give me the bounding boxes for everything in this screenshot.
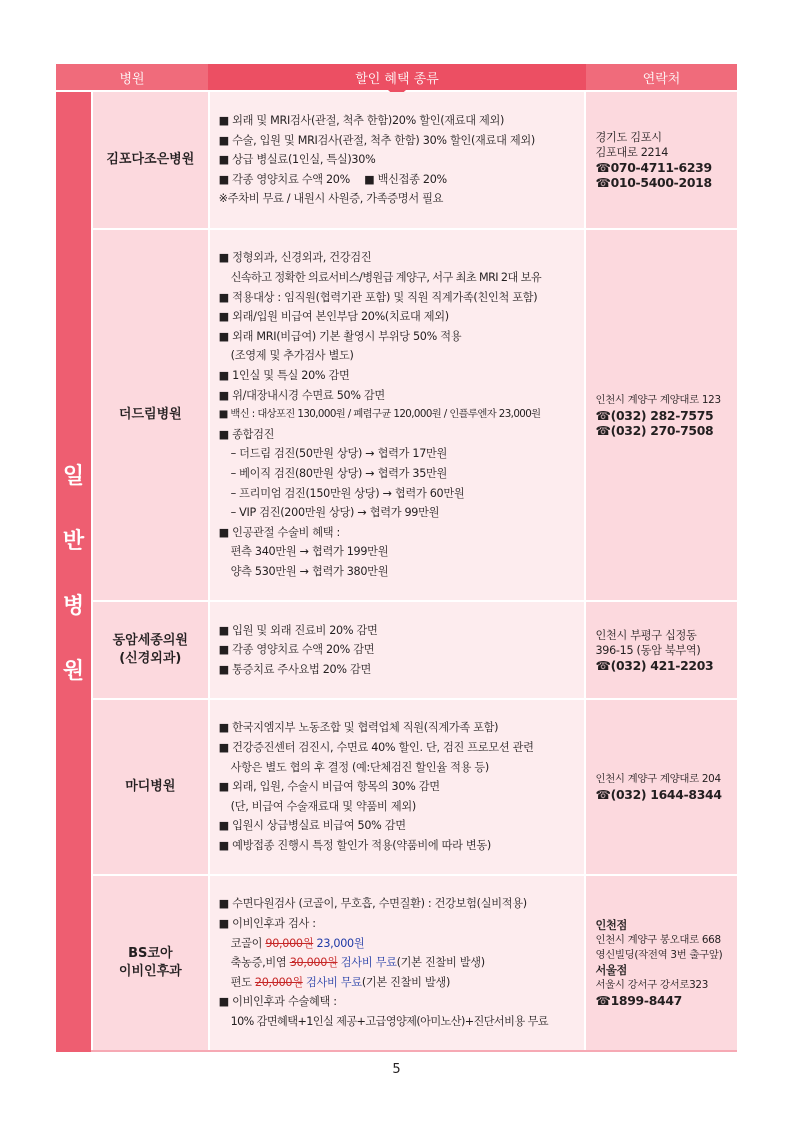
new-price: 23,000원 (313, 936, 365, 950)
benefit-line: ■ 건강증진센터 검진시, 수면료 40% 할인. 단, 검진 프로모션 관련 (218, 741, 534, 755)
benefit-item: 축농증,비염 (230, 956, 290, 970)
benefit-line: ■ 외래, 입원, 수술시 비급여 항목의 30% 감면 (218, 780, 440, 794)
hospital-name (93, 700, 208, 874)
table-row (91, 230, 737, 602)
benefit-line: ■ 각종 영양치료 수액 20% 감면 (218, 643, 375, 657)
contact-cell (586, 92, 737, 228)
benefit-line: ■ 1인실 및 특실 20% 감면 (218, 369, 350, 383)
address-line: 인천시 계양구 봉오대로 668 (595, 934, 721, 946)
contact-cell (586, 876, 737, 1050)
benefit-line: ■ 종합검진 (218, 427, 275, 441)
hospital-name-line: 이비인후과 (118, 964, 182, 979)
benefit-line: ■ 적용대상 : 임직원(협력기관 포함) 및 직원 직계가족(친인척 포함) (218, 290, 538, 304)
category-char: 원 (62, 659, 85, 684)
benefit-line: ■ 수술, 입원 및 MRI검사(관절, 척추 한함) 30% 할인(재료대 제외) (218, 133, 535, 147)
benefit-line: ■ 외래 MRI(비급여) 기본 촬영시 부위당 50% 적용 (218, 329, 462, 343)
benefit-line: ■ 상급 병실료(1인실, 특실)30% (218, 153, 376, 167)
address-line: 김포대로 2214 (595, 146, 669, 159)
benefit-line: ■ 예방접종 진행시 특정 할인가 적용(약품비에 따라 변동) (218, 838, 491, 852)
contact-cell (586, 602, 737, 698)
header-hospital: 병원 (56, 64, 208, 90)
page-number: 5 (392, 1062, 401, 1077)
benefit-line: 신속하고 정확한 의료서비스/병원급 계양구, 서구 최초 MRI 2대 보유 (230, 271, 542, 285)
address-line: 서울시 강서구 강서로323 (595, 979, 709, 991)
benefit-line (219, 953, 585, 973)
table-row (91, 876, 737, 1052)
benefit-line: ■ 입원 및 외래 진료비 20% 감면 (218, 623, 378, 637)
category-char: 일 (62, 464, 85, 489)
benefit-line: (단, 비급여 수술재료대 및 약품비 제외) (230, 799, 416, 813)
phone-number[interactable]: ☎010-5400-2018 (595, 175, 712, 190)
benefit-line: 양측 530만원 → 협력가 380만원 (230, 564, 389, 578)
benefit-line: – 프리미엄 검진(150만원 상당) → 협력가 60만원 (230, 486, 465, 500)
table-row (91, 602, 737, 700)
phone-number[interactable]: ☎(032) 282-7575 (595, 407, 714, 423)
hospital-name-line: (신경외과) (119, 651, 182, 666)
benefit-line: 10% 감면혜택+1인실 제공+고급영양제(아미노산)+진단서비용 무료 (230, 1014, 548, 1028)
benefit-line: – 베이직 검진(80만원 상당) → 협력가 35만원 (230, 466, 448, 480)
benefit-line: ■ 한국지엠지부 노동조합 및 협력업체 직원(직계가족 포함) (218, 721, 499, 735)
category-char: 반 (62, 529, 85, 554)
header-benefit (208, 64, 586, 90)
address-line: 인천시 계양구 계양대로 123 (595, 393, 721, 406)
benefit-line: ■ 이비인후과 검사 : (218, 917, 316, 931)
benefit-list (210, 876, 585, 1050)
benefit-line: – VIP 검진(200만원 상당) → 협력가 99만원 (230, 506, 440, 520)
benefit-line: (조영제 및 추가검사 별도) (230, 349, 354, 363)
hospital-name (93, 602, 208, 698)
benefit-line (219, 934, 585, 954)
table-header (56, 64, 737, 90)
table-row (91, 92, 737, 230)
category-char: 병 (62, 594, 85, 619)
benefit-item: 편도 (230, 975, 255, 989)
hospital-name (93, 876, 208, 1050)
category-label (56, 92, 91, 1052)
address-line: 396-15 (동암 북부역) (595, 643, 701, 657)
phone-number[interactable]: ☎(032) 1644-8344 (595, 787, 722, 802)
benefit-line: ■ 각종 영양치료 수액 20% ■ 백신접종 20% (218, 172, 447, 186)
benefit-line: ■ 인공관절 수술비 혜택 : (218, 525, 340, 539)
phone-number[interactable]: ☎1899-8447 (595, 993, 683, 1008)
hospital-name-line: 더드림병원 (118, 407, 182, 422)
address-line: 인천시 부평구 십정동 (595, 628, 697, 642)
old-price: 20,000원 (254, 975, 303, 989)
hospital-name (93, 92, 208, 228)
hospital-name-line: 김포다조은병원 (106, 152, 195, 167)
address-line: 영신빌딩(작전역 3번 출구앞) (595, 949, 723, 961)
benefit-line: ■ 수면다원검사 (코골이, 무호흡, 수면질환) : 건강보험(실비적용) (218, 897, 527, 911)
benefit-line: ※주차비 무료 / 내원시 사원증, 가족증명서 필요 (218, 192, 444, 206)
old-price: 90,000원 (265, 936, 314, 950)
table-row (91, 700, 737, 876)
benefit-line: 편측 340만원 → 협력가 199만원 (230, 545, 389, 559)
benefit-note: (기본 진찰비 발생) (396, 956, 485, 970)
benefit-list (210, 700, 585, 874)
header-benefit-label: 할인 혜택 종류 (355, 71, 439, 87)
hospital-name (93, 230, 208, 600)
phone-number[interactable]: ☎(032) 270-7508 (595, 422, 714, 438)
hospital-name-line: 동암세종의원 (112, 633, 188, 648)
hospital-name-line: 마디병원 (125, 779, 176, 794)
benefit-list (210, 602, 585, 698)
benefit-line: ■ 위/대장내시경 수면료 50% 감면 (218, 388, 385, 402)
benefit-line (219, 973, 585, 993)
contact-cell (586, 700, 737, 874)
benefit-list (210, 92, 585, 228)
hospital-name-line: BS코아 (128, 946, 173, 961)
branch-name: 서울점 (595, 964, 627, 977)
phone-number[interactable]: ☎070-4711-6239 (595, 160, 712, 175)
address-line: 인천시 계양구 계양대로 204 (595, 773, 721, 785)
benefit-line: ■ 통증치료 주사요법 20% 감면 (218, 662, 371, 676)
benefit-line: ■ 입원시 상급병실료 비급여 50% 감면 (218, 819, 406, 833)
benefit-list (210, 230, 585, 600)
new-price: 검사비 무료 (302, 975, 362, 989)
old-price: 30,000원 (289, 956, 338, 970)
benefit-note: (기본 진찰비 발생) (361, 975, 451, 989)
header-contact: 연락처 (586, 64, 737, 90)
new-price: 검사비 무료 (337, 956, 397, 970)
benefit-line: ■ 백신 : 대상포진 130,000원 / 폐렴구균 120,000원 / 인플루엔자 23,000원 (218, 408, 541, 421)
benefit-line: 사항은 별도 협의 후 결정 (예:단체검진 할인율 적용 등) (230, 760, 489, 774)
benefit-line: ■ 정형외과, 신경외과, 건강검진 (218, 251, 372, 265)
phone-number[interactable]: ☎(032) 421-2203 (595, 657, 714, 673)
benefit-line: ■ 외래/입원 비급여 본인부담 20%(치료대 제외) (218, 310, 449, 324)
benefit-line: ■ 외래 및 MRI검사(관절, 척추 한함)20% 할인(재료대 제외) (218, 114, 505, 128)
branch-name: 인천점 (595, 919, 627, 932)
address-line: 경기도 김포시 (595, 131, 662, 144)
benefit-line: – 더드림 검진(50만원 상당) → 협력가 17만원 (230, 447, 448, 461)
benefit-item: 코골이 (230, 936, 266, 950)
contact-cell (586, 230, 737, 600)
benefit-line: ■ 이비인후과 수술혜택 : (218, 995, 337, 1009)
benefit-table (56, 64, 737, 1052)
